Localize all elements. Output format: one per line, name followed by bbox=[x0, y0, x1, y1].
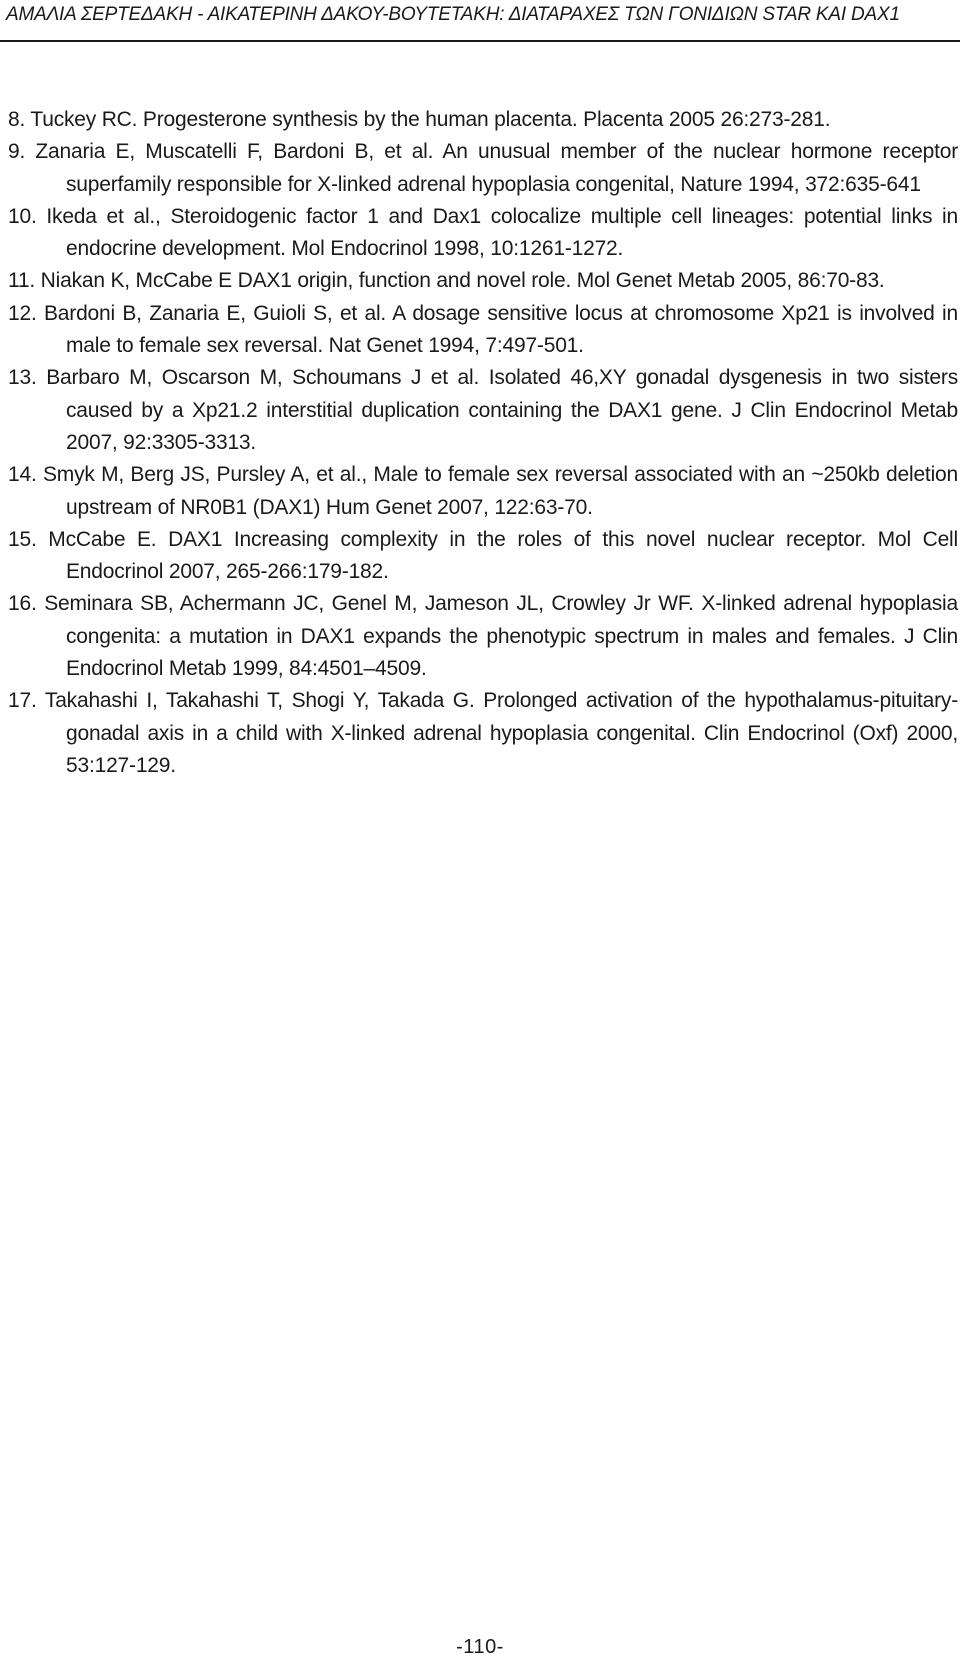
reference-item: 8. Tuckey RC. Progesterone synthesis by the human placenta. Placenta 2005 26:273-281. bbox=[8, 108, 831, 131]
running-header: ΑΜΑΛΙΑ ΣΕΡΤΕΔΑΚΗ - ΑΙΚΑΤΕΡΙΝΗ ΔΑΚΟΥ-ΒΟΥΤΕΤΑΚΗ: ΔΙΑΤΑΡΑΧΕΣ ΤΩΝ ΓΟΝΙΔΙΩΝ STAR ΚΑΙ DAX1 bbox=[6, 4, 900, 25]
reference-list bbox=[8, 104, 958, 782]
header-rule bbox=[0, 40, 960, 42]
reference-item: 17. Takahashi I, Takahashi T, Shogi Y, Takada G. Prolonged activation of the hypothalamus-pituitary-gonadal axis in a child with X-linked adrenal hypoplasia congenital. Clin Endocrinol (Oxf) 2000, 53:127-129. bbox=[8, 689, 958, 777]
reference-item: 16. Seminara SB, Achermann JC, Genel M, Jameson JL, Crowley Jr WF. X-linked adrenal hypoplasia congenita: a mutation in DAX1 expands the phenotypic spectrum in males and females. J Clin Endocrinol Metab 1999, 84:4501–4509. bbox=[8, 592, 958, 681]
reference-item: 12. Bardoni B, Zanaria E, Guioli S, et al. A dosage sensitive locus at chromosome Xp21 is involved in male to female sex reversal. Nat Genet 1994, 7:497-501. bbox=[8, 301, 958, 358]
reference-item: 15. McCabe E. DAX1 Increasing complexity in the roles of this novel nuclear receptor. Mol Cell Endocrinol 2007, 265-266:179-182. bbox=[8, 527, 958, 584]
reference-item: 14. Smyk M, Berg JS, Pursley A, et al., Male to female sex reversal associated with an ~250kb deletion upstream of NR0B1 (DAX1) Hum Genet 2007, 122:63-70. bbox=[8, 463, 958, 519]
reference-item: 13. Barbaro M, Oscarson M, Schoumans J et al. Isolated 46,XY gonadal dysgenesis in two sisters caused by a Xp21.2 interstitial duplication containing the DAX1 gene. J Clin Endocrinol Metab 2007, 92:3305-3313. bbox=[8, 366, 958, 454]
reference-item: 11. Niakan K, McCabe E DAX1 origin, function and novel role. Mol Genet Metab 2005, 86:70-83. bbox=[8, 269, 885, 293]
page-number: -110- bbox=[456, 1636, 504, 1658]
reference-item: 10. Ikeda et al., Steroidogenic factor 1 and Dax1 colocalize multiple cell lineages: potential links in endocrine development. Mol Endocrinol 1998, 10:1261-1272. bbox=[8, 204, 958, 261]
reference-item: 9. Zanaria E, Muscatelli F, Bardoni B, et al. An unusual member of the nuclear hormone receptor superfamily responsible for X-linked adrenal hypoplasia congenital, Nature 1994, 372:635-641 bbox=[8, 140, 958, 196]
